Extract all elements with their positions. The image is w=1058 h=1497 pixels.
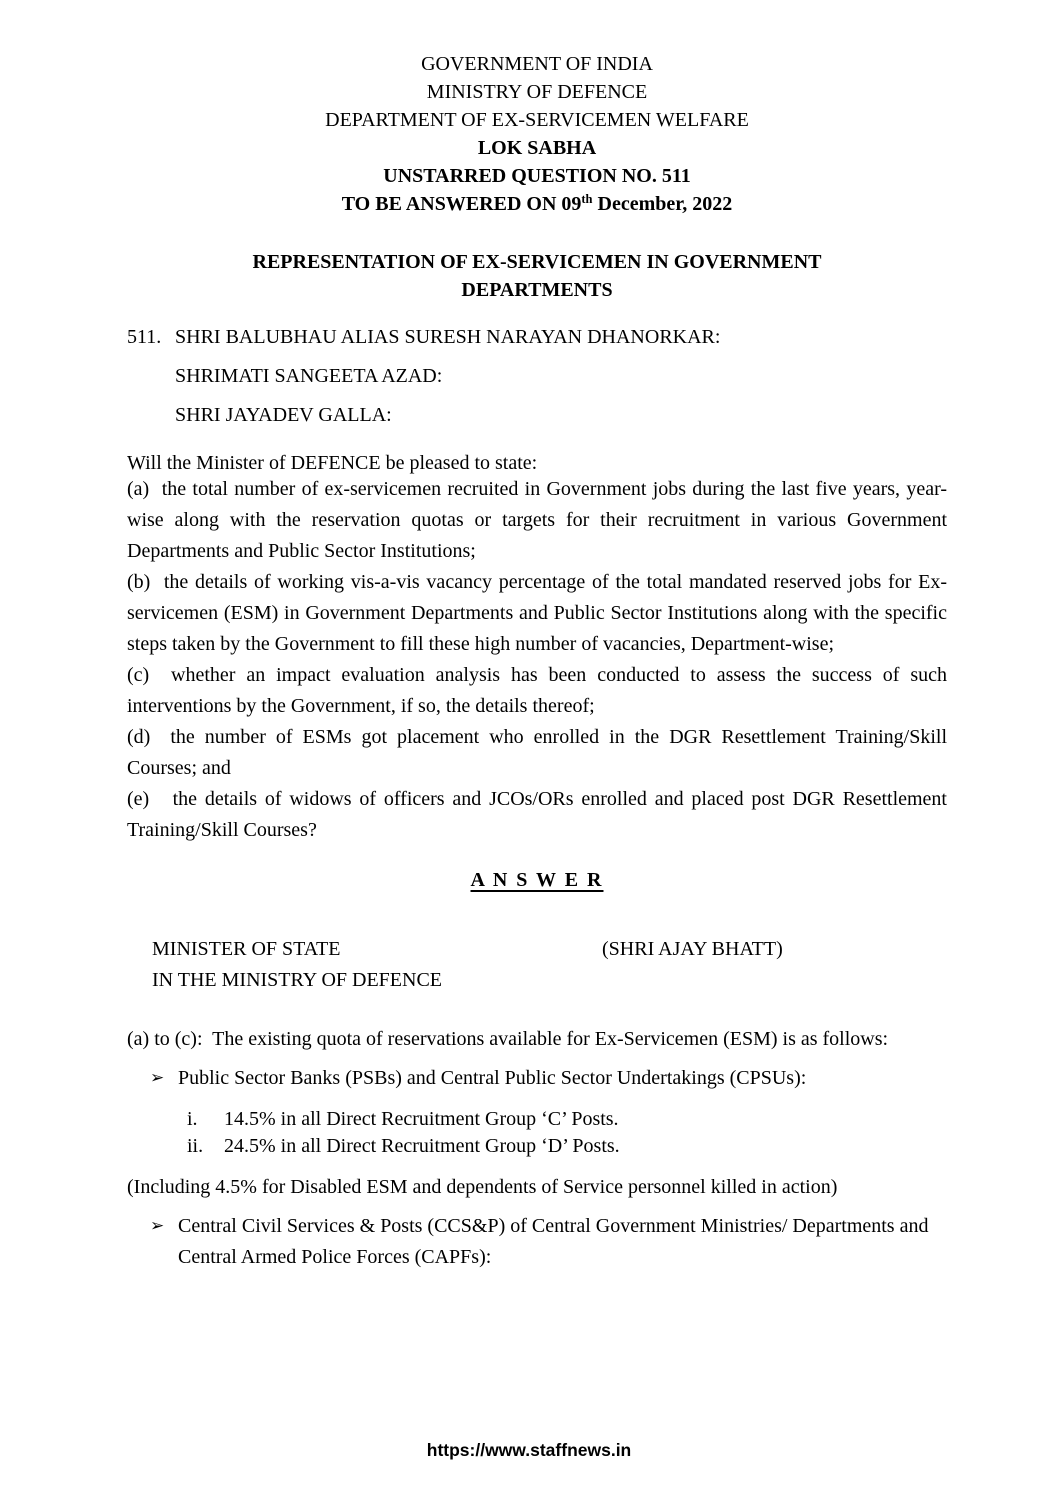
header-line-government: GOVERNMENT OF INDIA — [421, 53, 653, 75]
header-line-ministry: MINISTRY OF DEFENCE — [426, 81, 648, 103]
minister-row — [152, 934, 947, 965]
answer-date-suffix: December, 2022 — [592, 193, 733, 215]
question-part-a: (a) the total number of ex-servicemen recruited in Government jobs during the last five years, year-wise along with the reservation quotas or targets for their recruitment in various Government Departments and Public Sector Institutions; — [127, 478, 947, 562]
header-line-answer-date — [127, 190, 947, 220]
member-name-3: SHRI JAYADEV GALLA: — [175, 404, 392, 426]
bullet-item-psb — [127, 1063, 947, 1094]
list-item-text: 24.5% in all Direct Recruitment Group ‘D’ Posts. — [224, 1135, 620, 1157]
footer-link[interactable]: https://www.staffnews.in — [426, 1440, 632, 1460]
document-header — [127, 50, 947, 220]
bullet-item-ccsp — [127, 1211, 947, 1273]
inclusion-note: (Including 4.5% for Disabled ESM and dependents of Service personnel killed in action) — [127, 1176, 838, 1198]
question-part-c: (c) whether an impact evaluation analysis has been conducted to assess the success of such interventions by the Government, if so, the details thereof; — [127, 664, 947, 717]
header-line-question-no: UNSTARRED QUESTION NO. 511 — [383, 165, 691, 187]
member-name-1: SHRI BALUBHAU ALIAS SURESH NARAYAN DHANORKAR: — [175, 326, 721, 348]
minister-ministry: IN THE MINISTRY OF DEFENCE — [152, 969, 443, 991]
list-item-group-c — [127, 1106, 947, 1133]
question-title-line-2: DEPARTMENTS — [461, 279, 613, 301]
answer-date-ordinal: th — [581, 192, 593, 206]
question-number: 511. — [127, 326, 162, 348]
answer-heading — [127, 866, 947, 894]
list-item-text: 14.5% in all Direct Recruitment Group ‘C’ Posts. — [224, 1108, 619, 1130]
bullet-item-text: Public Sector Banks (PSBs) and Central Public Sector Undertakings (CPSUs): — [178, 1067, 807, 1089]
document-content — [127, 50, 947, 1273]
arrowhead-bullet-icon: ➢ — [150, 1068, 165, 1088]
header-line-house: LOK SABHA — [477, 137, 597, 159]
answer-intro: (a) to (c): The existing quota of reservations available for Ex-Servicemen (ESM) is as follows: — [127, 1028, 889, 1050]
question-part-b: (b) the details of working vis-a-vis vacancy percentage of the total mandated reserved jobs for Ex-servicemen (ESM) in Government Departments and Public Sector Institutions along with the specific steps taken by the Government to fill these high number of vacancies, Department-wise; — [127, 571, 947, 655]
question-members-block — [127, 326, 947, 426]
member-list — [175, 326, 720, 426]
arrowhead-bullet-icon: ➢ — [150, 1216, 165, 1236]
page-footer — [0, 1440, 1058, 1461]
question-part-e: (e) the details of widows of officers and JCOs/ORs enrolled and placed post DGR Resettlement Training/Skill Courses? — [127, 788, 947, 841]
minister-block — [127, 934, 947, 996]
bullet-item-text: Central Civil Services & Posts (CCS&P) of Central Government Ministries/ Departments and Central Armed Police Forces (CAPFs): — [178, 1215, 929, 1268]
question-intro: Will the Minister of DEFENCE be pleased to state: — [127, 452, 538, 474]
list-item-marker: i. — [187, 1108, 198, 1130]
answer-date-prefix: TO BE ANSWERED ON 09 — [341, 193, 582, 215]
answer-heading-text: A N S W E R — [470, 869, 604, 891]
list-item-group-d — [127, 1133, 947, 1160]
question-title — [127, 248, 947, 304]
question-title-line-1: REPRESENTATION OF EX-SERVICEMEN IN GOVERNMENT — [252, 251, 822, 273]
question-part-d: (d) the number of ESMs got placement who enrolled in the DGR Resettlement Training/Skill Courses; and — [127, 726, 947, 779]
minister-title: MINISTER OF STATE — [152, 938, 341, 960]
header-line-department: DEPARTMENT OF EX-SERVICEMEN WELFARE — [325, 109, 749, 131]
member-name-2: SHRIMATI SANGEETA AZAD: — [175, 365, 443, 387]
minister-name: (SHRI AJAY BHATT) — [602, 938, 783, 960]
list-item-marker: ii. — [187, 1135, 204, 1157]
